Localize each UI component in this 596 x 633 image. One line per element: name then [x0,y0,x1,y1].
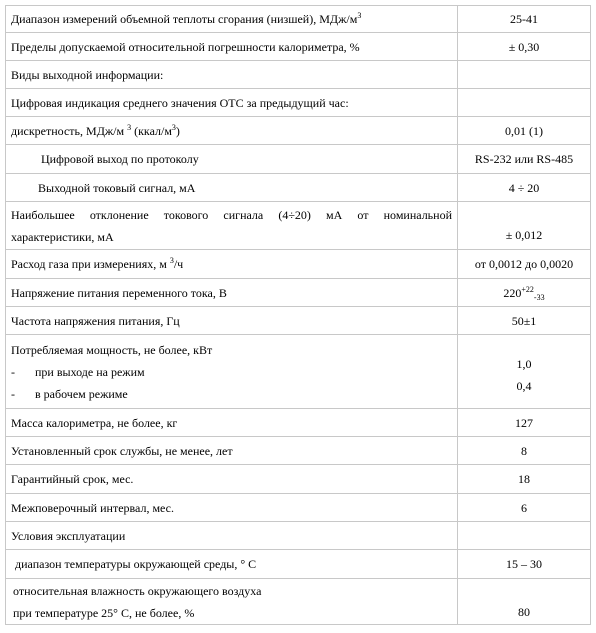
param-label: диапазон температуры окружающей среды, ° С [6,550,458,579]
param-value: 18 [458,465,591,494]
param-label: относительная влажность окружающего воздуха при температуре 25° С, не более, % [6,579,458,625]
table-row [6,117,591,145]
param-label: Наибольшее отклонение токового сигнала (4÷20) мА от номинальной характеристики, мА [6,202,458,250]
param-value: 1,0 0,4 [458,335,591,409]
param-value: $220^{+22}_{-33}$ [458,279,591,307]
param-label: Виды выходной информации: [6,61,458,89]
table-row [6,550,591,579]
param-value: ± 0,30 [458,33,591,61]
table-row [6,307,591,335]
specifications-table [5,5,591,625]
param-value: 4 ÷ 20 [458,174,591,202]
param-label: Цифровая индикация среднего значения ОТС за предыдущий час: [6,89,458,117]
param-label: Расход газа при измерениях, м $^3$/ч [6,250,458,279]
param-label: Потребляемая мощность, не более, кВт - при выходе на режим - в рабочем режиме [6,335,458,409]
param-value: ± 0,012 [458,202,591,250]
param-label: Цифровой выход по протоколу [6,145,458,174]
table-row [6,174,591,202]
param-value: 15 – 30 [458,550,591,579]
table-row [6,89,591,117]
param-label: дискретность, МДж/м $^3$ $(ккал/м^3)$ [6,117,458,145]
table-row [6,465,591,494]
param-label: Масса калориметра, не более, кг [6,409,458,437]
param-label: Установленный срок службы, не менее, лет [6,437,458,465]
param-label: Напряжение питания переменного тока, В [6,279,458,307]
table-row [6,33,591,61]
param-value [458,522,591,550]
table-row [6,522,591,550]
param-value [458,89,591,117]
param-label: Диапазон измерений объемной теплоты сгорания (низшей), МДж/$м^3$ [6,6,458,33]
param-value: 80 [458,579,591,625]
table-row [6,437,591,465]
param-label: Частота напряжения питания, Гц [6,307,458,335]
param-value: RS-232 или RS-485 [458,145,591,174]
table-row [6,6,591,33]
param-value: 0,01 (1) [458,117,591,145]
table-row [6,202,591,250]
param-label: Пределы допускаемой относительной погрешности калориметра, % [6,33,458,61]
param-value: 6 [458,494,591,522]
table-row [6,279,591,307]
table-row [6,409,591,437]
table-row [6,335,591,409]
param-value [458,61,591,89]
table-row [6,61,591,89]
param-label: Условия эксплуатации [6,522,458,550]
param-value: от 0,0012 до 0,0020 [458,250,591,279]
table-row [6,145,591,174]
param-label: Гарантийный срок, мес. [6,465,458,494]
param-label: Выходной токовый сигнал, мА [6,174,458,202]
param-value: 50±1 [458,307,591,335]
param-value: 8 [458,437,591,465]
param-value: 127 [458,409,591,437]
table-row [6,494,591,522]
table-row [6,579,591,625]
table-row [6,250,591,279]
param-label: Межповерочный интервал, мес. [6,494,458,522]
param-value: 25-41 [458,6,591,33]
